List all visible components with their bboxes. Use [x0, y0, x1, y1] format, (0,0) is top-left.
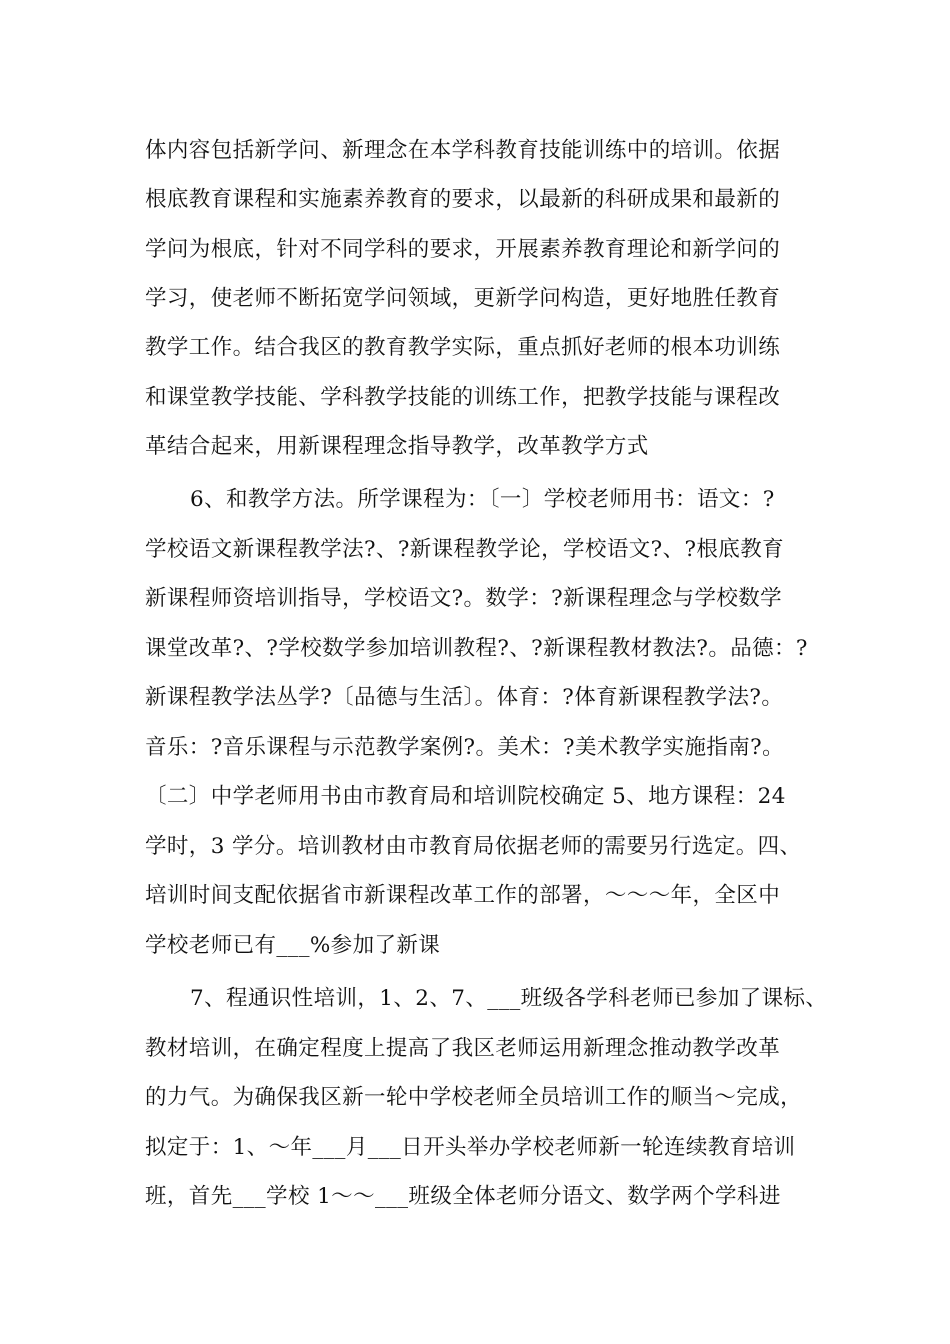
text-line: 体内容包括新学问、新理念在本学科教育技能训练中的培训。依据: [145, 138, 781, 163]
text-line: 7、程通识性培训，1、2、7、___班级各学科老师已参加了课标、: [190, 986, 828, 1011]
text-line: 6、和教学方法。所学课程为：〔一〕学校老师用书：语文：?: [190, 487, 775, 512]
text-line: 班，首先___学校 1～～___班级全体老师分语文、数学两个学科进: [145, 1184, 781, 1209]
text-line: 新课程师资培训指导，学校语文?。数学：?新课程理念与学校数学: [145, 586, 783, 611]
text-line: 音乐：?音乐课程与示范教学案例?。美术：?美术教学实施指南?。: [145, 735, 785, 760]
text-line: 教学工作。结合我区的教育教学实际，重点抓好老师的根本功训练: [145, 335, 781, 360]
text-line: 学习，使老师不断拓宽学问领域，更新学问构造，更好地胜任教育: [145, 286, 781, 311]
text-line: 的力气。为确保我区新一轮中学校老师全员培训工作的顺当～完成，: [145, 1085, 803, 1110]
text-line: 革结合起来，用新课程理念指导教学，改革教学方式: [145, 434, 649, 459]
text-line: 学校语文新课程教学法?、?新课程教学论，学校语文?、?根底教育: [145, 537, 785, 562]
text-line: 教材培训，在确定程度上提高了我区老师运用新理念推动教学改革: [145, 1036, 781, 1061]
text-line: 培训时间支配依据省市新课程改革工作的部署，～～～年，全区中: [145, 883, 781, 908]
text-line: 课堂改革?、?学校数学参加培训教程?、?新课程教材教法?。品德：?: [145, 636, 808, 661]
text-line: 拟定于：1、～年___月___日开头举办学校老师新一轮连续教育培训: [145, 1135, 796, 1160]
text-line: 〔二〕中学老师用书由市教育局和培训院校确定 5、地方课程：24: [145, 784, 786, 809]
text-line: 新课程教学法丛学?〔品德与生活〕。体育：?体育新课程教学法?。: [145, 685, 784, 710]
text-line: 学时，3 学分。培训教材由市教育局依据老师的需要另行选定。四、: [145, 834, 802, 859]
text-line: 根底教育课程和实施素养教育的要求，以最新的科研成果和最新的: [145, 187, 781, 212]
text-line: 学校老师已有___%参加了新课: [145, 933, 441, 958]
text-line: 学问为根底，针对不同学科的要求，开展素养教育理论和新学问的: [145, 237, 781, 262]
text-line: 和课堂教学技能、学科教学技能的训练工作，把教学技能与课程改: [145, 385, 781, 410]
